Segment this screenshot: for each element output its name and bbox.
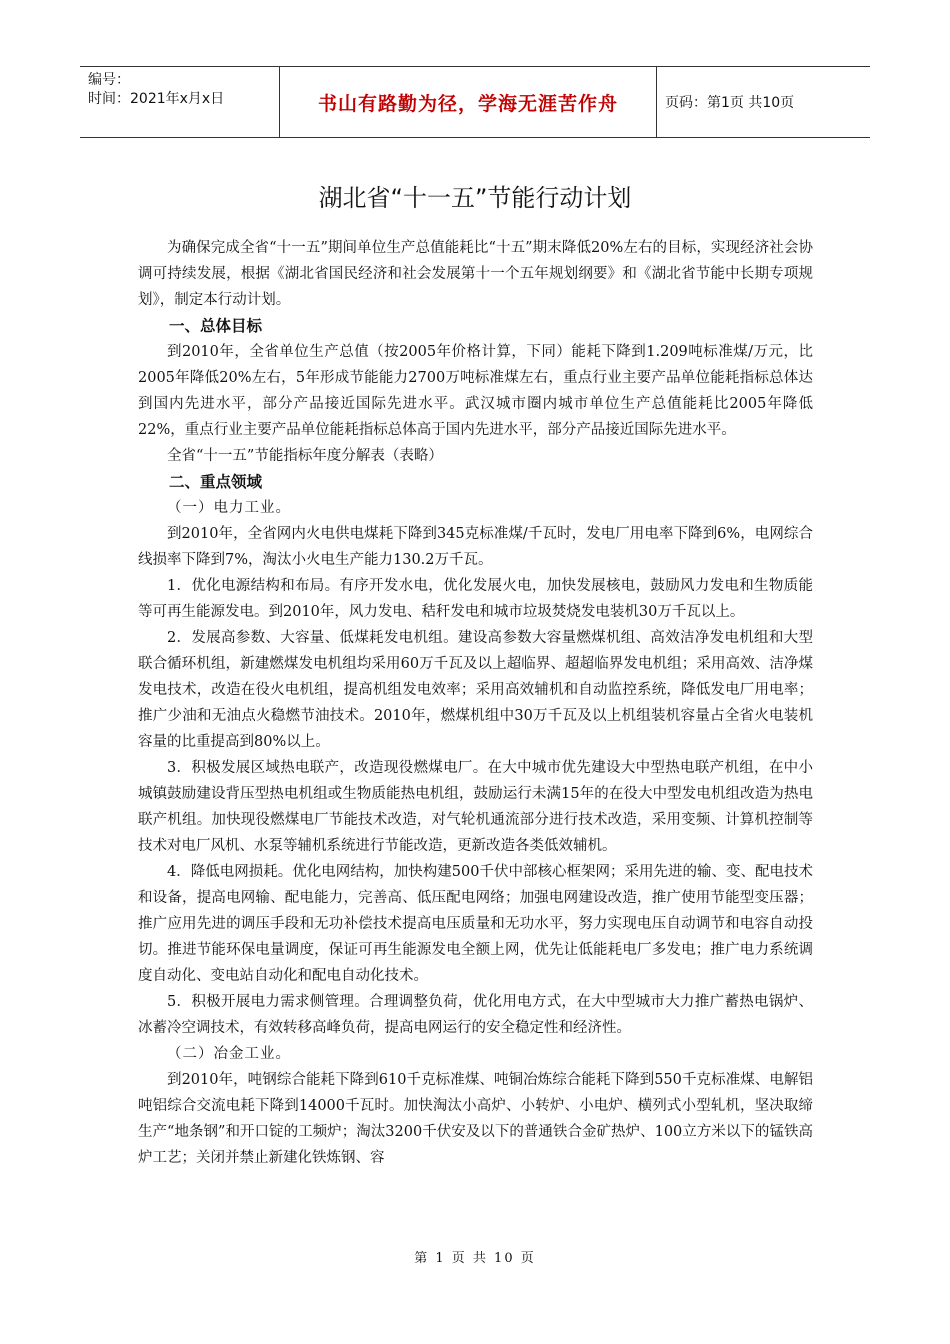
body-paragraph: 到2010年，全省单位生产总值（按2005年价格计算，下同）能耗下降到1.209吨标准煤/万元，比2005年降低20%左右，5年形成节能能力2700万吨标准煤左右，重点行业主要产品单位能耗指标总体达到国内先进水平，部分产品接近国际先进水平。武汉城市圈内城市单位生产总值能耗比2005年降低22%，重点行业主要产品单位能耗指标总体高于国内先进水平，部分产品接近国际先进水平。 — [138, 344, 813, 438]
document-title: 湖北省“十一五”节能行动计划 — [318, 184, 632, 212]
section-heading-key-areas: 二、重点领域 — [169, 473, 263, 491]
section-heading-goals: 一、总体目标 — [169, 317, 263, 335]
header-motto: 书山有路勤为径，学海无涯苦作舟 — [280, 67, 657, 137]
body-paragraph: 4．降低电网损耗。优化电网结构，加快构建500千伏中部核心框架网；采用先进的输、变、配电技术和设备，提高电网输、配电能力，完善高、低压配电网络；加强电网建设改造，推广使用节能型变压器；推广应用先进的调压手段和无功补偿技术提高电压质量和无功水平，努力实现电压自动调节和电容自动投切。推进节能环保电量调度，保证可再生能源发电全额上网，优先让低能耗电厂多发电；推广电力系统调度自动化、变电站自动化和配电自动化技术。 — [138, 864, 813, 984]
body-paragraph: 全省“十一五”节能指标年度分解表（表略） — [167, 448, 443, 464]
intro-paragraph: 为确保完成全省“十一五”期间单位生产总值能耗比“十五”期末降低20%左右的目标，实现经济社会协调可持续发展，根据《湖北省国民经济和社会发展第十一个五年规划纲要》和《湖北省节能中长期专项规划》，制定本行动计划。 — [138, 240, 813, 308]
page-footer: 第 1 页 共 10 页 — [414, 1251, 536, 1266]
subsection-heading-metallurgy: （二）冶金工业。 — [167, 1046, 291, 1062]
header-number: 编号： — [88, 72, 130, 88]
page-header — [80, 66, 870, 138]
document-body — [138, 235, 813, 1171]
header-page-info: 页码：第1页 共10页 — [665, 95, 795, 111]
header-time: 时间：2021年x月x日 — [88, 91, 225, 107]
subsection-heading-power: （一）电力工业。 — [167, 500, 291, 516]
body-paragraph: 3．积极发展区域热电联产，改造现役燃煤电厂。在大中城市优先建设大中型热电联产机组，在中小城镇鼓励建设背压型热电机组或生物质能热电机组，鼓励运行未满15年的在役大中型发电机组改造为热电联产机组。加快现役燃煤电厂节能技术改造，对气轮机通流部分进行技术改造，采用变频、计算机控制等技术对电厂风机、水泵等辅机系统进行节能改造，更新改造各类低效辅机。 — [138, 760, 813, 854]
body-paragraph: 2．发展高参数、大容量、低煤耗发电机组。建设高参数大容量燃煤机组、高效洁净发电机组和大型联合循环机组，新建燃煤发电机组均采用60万千瓦及以上超临界、超超临界发电机组；采用高效、洁净煤发电技术，改造在役火电机组，提高机组发电效率；采用高效辅机和自动监控系统，降低发电厂用电率；推广少油和无油点火稳燃节油技术。2010年，燃煤机组中30万千瓦及以上机组装机容量占全省火电装机容量的比重提高到80%以上。 — [138, 630, 813, 750]
body-paragraph: 到2010年，全省网内火电供电煤耗下降到345克标准煤/千瓦时，发电厂用电率下降到6%，电网综合线损率下降到7%，淘汰小火电生产能力130.2万千瓦。 — [138, 526, 813, 568]
body-paragraph: 1．优化电源结构和布局。有序开发水电，优化发展火电，加快发展核电，鼓励风力发电和生物质能等可再生能源发电。到2010年，风力发电、秸秆发电和城市垃圾焚烧发电装机30万千瓦以上。 — [138, 578, 813, 620]
header-meta — [80, 67, 280, 137]
body-paragraph: 到2010年，吨钢综合能耗下降到610千克标准煤、吨铜冶炼综合能耗下降到550千克标准煤、电解铝吨铝综合交流电耗下降到14000千瓦时。加快淘汰小高炉、小转炉、小电炉、横列式小型轧机，坚决取缔生产“地条钢”和开口锭的工频炉；淘汰3200千伏安及以下的普通铁合金矿热炉、100立方米以下的锰铁高炉工艺；关闭并禁止新建化铁炼钢、容 — [138, 1072, 813, 1166]
body-paragraph: 5．积极开展电力需求侧管理。合理调整负荷，优化用电方式，在大中型城市大力推广蓄热电锅炉、冰蓄冷空调技术，有效转移高峰负荷，提高电网运行的安全稳定性和经济性。 — [138, 994, 813, 1036]
